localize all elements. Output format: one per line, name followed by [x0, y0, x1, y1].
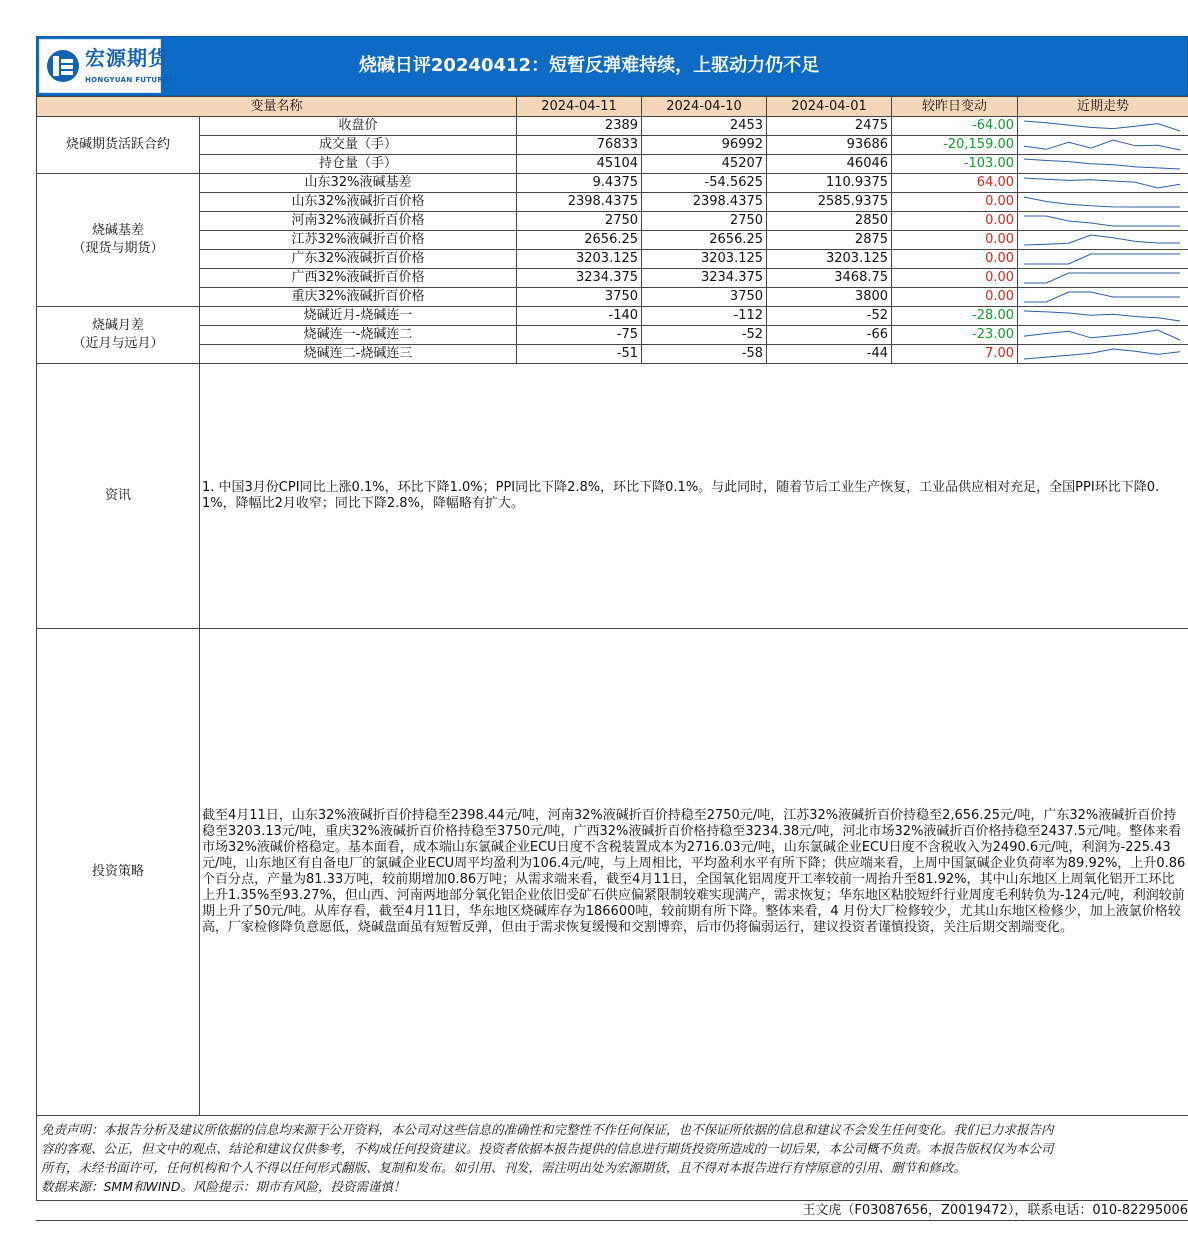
report-title: 烧碱日评20240412：短暂反弹难持续，上驱动力仍不足 [358, 55, 820, 76]
col-header-date-2: 2024-04-10 [642, 97, 767, 117]
report-sheet [36, 36, 1188, 1221]
value-cell: 2585.9375 [767, 193, 892, 212]
strategy-text: 截至4月11日，山东32%液碱折百价持稳至2398.44元/吨，河南32%液碱折百价持稳至2750元/吨，江苏32%液碱折百价持稳至2,656.25元/吨，广东32%液碱折百价持稳至3203.13元/吨，重庆32%液碱折百价格持稳至3750元/吨，广西32%液碱折百价格持稳至3234.38元/吨，河北市场32%液碱折百价格持稳至2437.5元/吨。整体来看市场32%液碱价格稳定。基本面看，成本端山东氯碱企业ECU日度不含税装置成本为2716.03元/吨，山东氯碱企业ECU日度不含税收入为2490.6元/吨，利润为-225.43元/吨，山东地区有自备电厂的氯碱企业ECU周平均盈利为106.4元/吨，与上周相比，平均盈利水平有所下降；供应端来看，上周中国氯碱企业负荷率为89.92%，上升0.86个百分点，产量为81.33万吨，较前期增加0.86万吨；从需求端来看，截至4月11日，全国氧化铝周度开工率较前一周抬升至81.92%，其中山东地区上周氧化铝开工环比上升1.35%至93.27%，但山西、河南两地部分氧化铝企业依旧受矿石供应偏紧限制较难实现满产，需求恢复；华东地区粘胶短纤行业周度毛利转负为-124元/吨，利润较前期上升了50元/吨。从库存看，截至4月11日，华东地区烧碱库存为186600吨，较前期有所下降。整体来看，4 月份大厂检修较少，尤其山东地区检修少，加上液氯价格较高，厂家检修降负意愿低，烧碱盘面虽有短暂反弹，但由于需求恢复缓慢和交割博弈，后市仍将偏弱运行，建议投资者谨慎投资，关注后期交割端变化。 [200, 629, 1188, 1116]
group-label-line: 烧碱基差 [91, 223, 144, 238]
trend-cell [1018, 269, 1188, 288]
table-row [37, 288, 1188, 307]
change-cell: -23.00 [892, 326, 1018, 345]
trend-cell [1018, 174, 1188, 193]
col-header-trend: 近期走势 [1018, 97, 1188, 117]
value-cell: -54.5625 [642, 174, 767, 193]
value-cell: 3750 [517, 288, 642, 307]
change-cell: 0.00 [892, 250, 1018, 269]
value-cell: -52 [642, 326, 767, 345]
data-source-line: 数据来源：SMM和WIND。风险提示：期市有风险，投资需谨慎！ [41, 1179, 406, 1194]
value-cell: 2475 [767, 117, 892, 136]
value-cell: 45207 [642, 155, 767, 174]
trend-cell [1018, 212, 1188, 231]
title-banner [36, 36, 1188, 96]
trend-cell [1018, 307, 1188, 326]
disclaimer [36, 1116, 1188, 1201]
value-cell: 2750 [517, 212, 642, 231]
value-cell: 3234.375 [517, 269, 642, 288]
sparkline [1018, 193, 1186, 211]
value-cell: 46046 [767, 155, 892, 174]
row-label: 烧碱连二-烧碱连三 [200, 345, 517, 364]
trend-cell [1018, 326, 1188, 345]
value-cell: 93686 [767, 136, 892, 155]
trend-cell [1018, 250, 1188, 269]
contact-info: 王文虎（F03087656，Z0019472），联系电话：010-82295006 [36, 1201, 1188, 1221]
col-header-date-1: 2024-04-11 [517, 97, 642, 117]
sparkline [1018, 288, 1186, 306]
sparkline-path [1024, 159, 1180, 169]
sparkline [1018, 269, 1186, 287]
change-cell: 64.00 [892, 174, 1018, 193]
value-cell: -112 [642, 307, 767, 326]
row-label: 重庆32%液碱折百价格 [200, 288, 517, 307]
trend-cell [1018, 231, 1188, 250]
logo-text-cn: 宏源期货 [85, 46, 169, 70]
sparkline-path [1024, 311, 1180, 321]
value-cell: 3203.125 [767, 250, 892, 269]
value-cell: 2875 [767, 231, 892, 250]
trend-cell [1018, 288, 1188, 307]
sparkline-path [1024, 292, 1180, 302]
table-row [37, 174, 1188, 193]
value-cell: -58 [642, 345, 767, 364]
trend-cell [1018, 193, 1188, 212]
news-text: 1. 中国3月份CPI同比上涨0.1%，环比下降1.0%；PPI同比下降2.8%，环比下降0.1%。与此同时，随着节后工业生产恢复，工业品供应相对充足，全国PPI环比下降0.1%，降幅比2月收窄；同比下降2.8%，降幅略有扩大。 [200, 364, 1188, 629]
group-label-basis [37, 174, 200, 307]
table-row [37, 155, 1188, 174]
row-label: 山东32%液碱基差 [200, 174, 517, 193]
row-label: 成交量（手） [200, 136, 517, 155]
change-cell: -28.00 [892, 307, 1018, 326]
table-row [37, 231, 1188, 250]
sparkline-path [1024, 330, 1180, 340]
value-cell: 2398.4375 [642, 193, 767, 212]
sparkline [1018, 174, 1186, 192]
change-cell: -103.00 [892, 155, 1018, 174]
value-cell: 3750 [642, 288, 767, 307]
news-row [37, 364, 1188, 629]
sparkline-path [1024, 216, 1180, 226]
sparkline [1018, 231, 1186, 249]
row-label: 烧碱连一-烧碱连二 [200, 326, 517, 345]
value-cell: -52 [767, 307, 892, 326]
value-cell: 96992 [642, 136, 767, 155]
value-cell: 9.4375 [517, 174, 642, 193]
table-row [37, 136, 1188, 155]
sparkline [1018, 326, 1186, 344]
value-cell: -51 [517, 345, 642, 364]
change-cell: 0.00 [892, 193, 1018, 212]
value-cell: -44 [767, 345, 892, 364]
value-cell: 110.9375 [767, 174, 892, 193]
table-row [37, 326, 1188, 345]
logo-text-en: HONGYUAN FUTURES [85, 76, 174, 84]
group-label-line: （近月与远月） [72, 336, 164, 351]
change-cell: 0.00 [892, 288, 1018, 307]
value-cell: 2656.25 [642, 231, 767, 250]
table-row [37, 269, 1188, 288]
sparkline-path [1024, 349, 1180, 359]
row-label: 山东32%液碱折百价格 [200, 193, 517, 212]
data-table [36, 96, 1188, 1116]
table-header-row [37, 97, 1188, 117]
change-cell: 0.00 [892, 269, 1018, 288]
sparkline-path [1024, 178, 1180, 188]
row-label: 江苏32%液碱折百价格 [200, 231, 517, 250]
change-cell: 0.00 [892, 212, 1018, 231]
trend-cell [1018, 345, 1188, 364]
sparkline-path [1024, 197, 1180, 207]
table-row [37, 345, 1188, 364]
sparkline [1018, 212, 1186, 230]
table-row [37, 117, 1188, 136]
change-cell: -20,159.00 [892, 136, 1018, 155]
disclaimer-line: 所有，未经书面许可，任何机构和个人不得以任何形式翻版、复制和发布。如引用、刊发，需注明出处为宏源期货，且不得对本报告进行有悖原意的引用、删节和修改。 [41, 1160, 967, 1175]
row-label: 烧碱近月-烧碱连一 [200, 307, 517, 326]
table-row [37, 307, 1188, 326]
logo-mark-icon [46, 47, 80, 85]
group-label-line: （现货与期货） [72, 241, 164, 256]
sparkline [1018, 307, 1186, 325]
strategy-label: 投资策略 [37, 629, 200, 1116]
sparkline-path [1024, 121, 1180, 131]
col-header-change: 较昨日变动 [892, 97, 1018, 117]
sparkline-path [1024, 273, 1180, 283]
sparkline [1018, 345, 1186, 363]
value-cell: -66 [767, 326, 892, 345]
value-cell: 45104 [517, 155, 642, 174]
trend-cell [1018, 136, 1188, 155]
change-cell: -64.00 [892, 117, 1018, 136]
news-label: 资讯 [37, 364, 200, 629]
value-cell: -140 [517, 307, 642, 326]
disclaimer-line: 免责声明：本报告分析及建议所依据的信息均来源于公开资料，本公司对这些信息的准确性和完整性不作任何保证，也不保证所依据的信息和建议不会发生任何变化。我们已力求报告内 [41, 1122, 1054, 1137]
sparkline-path [1024, 235, 1180, 245]
value-cell: 3800 [767, 288, 892, 307]
value-cell: 2656.25 [517, 231, 642, 250]
sparkline [1018, 155, 1186, 173]
table-row [37, 193, 1188, 212]
sparkline-path [1024, 140, 1180, 150]
value-cell: -75 [517, 326, 642, 345]
value-cell: 3234.375 [642, 269, 767, 288]
row-label: 河南32%液碱折百价格 [200, 212, 517, 231]
table-row [37, 250, 1188, 269]
group-label-line: 烧碱月差 [91, 318, 144, 333]
row-label: 广西32%液碱折百价格 [200, 269, 517, 288]
value-cell: 3468.75 [767, 269, 892, 288]
value-cell: 2398.4375 [517, 193, 642, 212]
group-label-spread [37, 307, 200, 364]
group-label-futures: 烧碱期货活跃合约 [37, 117, 200, 174]
sparkline [1018, 136, 1186, 154]
disclaimer-line: 容的客观、公正，但文中的观点、结论和建议仅供参考，不构成任何投资建议。投资者依据本报告提供的信息进行期货投资所造成的一切后果，本公司概不负责。本报告版权仅为本公司 [41, 1141, 1054, 1156]
value-cell: 2750 [642, 212, 767, 231]
change-cell: 7.00 [892, 345, 1018, 364]
trend-cell [1018, 155, 1188, 174]
row-label: 收盘价 [200, 117, 517, 136]
row-label: 广东32%液碱折百价格 [200, 250, 517, 269]
col-header-variable: 变量名称 [37, 97, 517, 117]
col-header-date-3: 2024-04-01 [767, 97, 892, 117]
table-body [37, 117, 1188, 1116]
value-cell: 2850 [767, 212, 892, 231]
value-cell: 2453 [642, 117, 767, 136]
value-cell: 2389 [517, 117, 642, 136]
strategy-row [37, 629, 1188, 1116]
trend-cell [1018, 117, 1188, 136]
value-cell: 76833 [517, 136, 642, 155]
sparkline [1018, 250, 1186, 268]
value-cell: 3203.125 [517, 250, 642, 269]
row-label: 持仓量（手） [200, 155, 517, 174]
change-cell: 0.00 [892, 231, 1018, 250]
sparkline [1018, 117, 1186, 135]
table-row [37, 212, 1188, 231]
sparkline-path [1024, 254, 1180, 264]
value-cell: 3203.125 [642, 250, 767, 269]
company-logo [39, 39, 174, 93]
